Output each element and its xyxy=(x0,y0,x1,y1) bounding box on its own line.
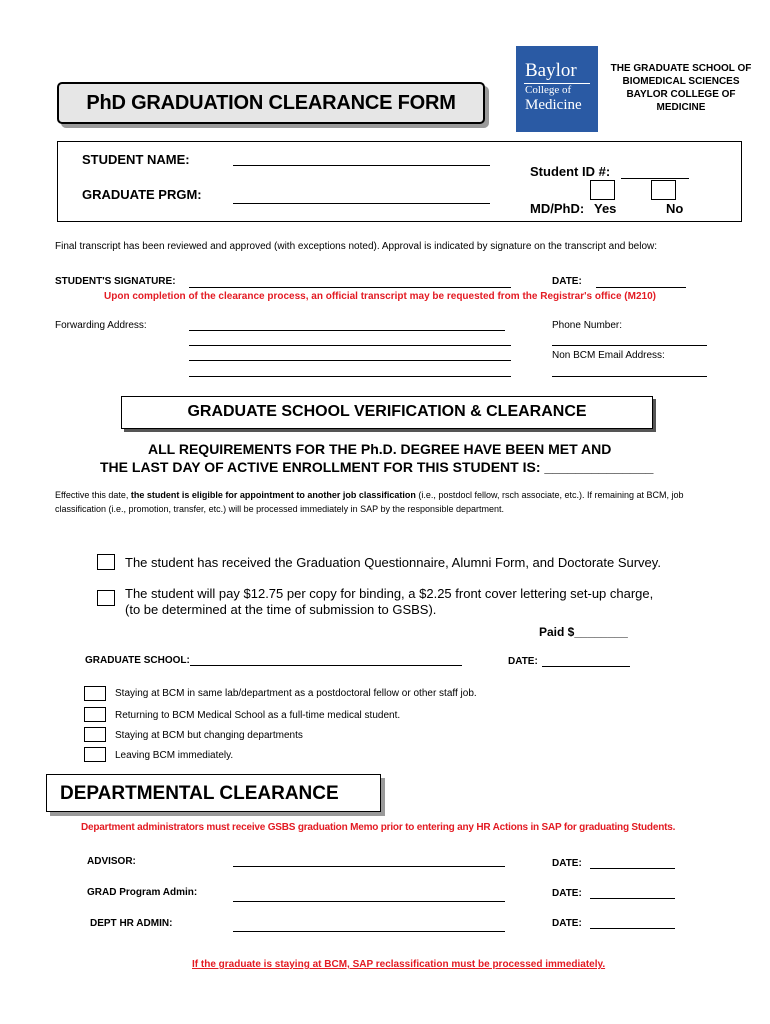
signature-date-label: DATE: xyxy=(552,276,582,287)
address-line-2[interactable] xyxy=(189,345,511,346)
mdphd-yes-label: Yes xyxy=(594,201,617,216)
graduate-school-date-label: DATE: xyxy=(508,656,538,667)
departmental-heading: DEPARTMENTAL CLEARANCE xyxy=(60,783,339,804)
effective-bold: the student is eligible for appointment to another job classification xyxy=(130,490,416,500)
option-checkbox-leaving[interactable] xyxy=(84,747,106,762)
forwarding-address-label: Forwarding Address: xyxy=(55,320,147,331)
advisor-signature-field[interactable] xyxy=(233,866,505,867)
binding-fee-checkbox[interactable] xyxy=(97,590,115,606)
advisor-date-field[interactable] xyxy=(590,868,675,869)
graduate-school-label: GRADUATE SCHOOL: xyxy=(85,655,190,666)
verification-heading: GRADUATE SCHOOL VERIFICATION & CLEARANCE xyxy=(187,403,587,420)
option-checkbox-medical-school[interactable] xyxy=(84,707,106,722)
school-line: MEDICINE xyxy=(656,102,706,113)
effective-post: (i.e., postdocl fellow, rsch associate, etc.). If remaining at BCM, job xyxy=(415,490,684,500)
student-id-field[interactable] xyxy=(621,178,689,179)
hr-admin-date-label: DATE: xyxy=(552,918,582,929)
email-label: Non BCM Email Address: xyxy=(552,350,665,361)
departmental-heading-box xyxy=(46,774,381,812)
hr-admin-date-field[interactable] xyxy=(590,928,675,929)
graduate-program-label: GRADUATE PRGM: xyxy=(82,187,202,202)
student-name-field[interactable] xyxy=(233,165,490,166)
dept-hr-admin-label: DEPT HR ADMIN: xyxy=(90,918,173,929)
student-signature-field[interactable] xyxy=(189,287,511,288)
logo-line-1: Baylor xyxy=(525,60,577,81)
dept-hr-admin-field[interactable] xyxy=(233,931,505,932)
school-line: THE GRADUATE SCHOOL OF xyxy=(610,63,752,74)
logo-line-2: College of xyxy=(525,84,572,96)
requirements-line-1: ALL REQUIREMENTS FOR THE Ph.D. DEGREE HAVE BEEN MET AND xyxy=(148,441,612,457)
address-line-1[interactable] xyxy=(189,330,505,331)
option-leaving: Leaving BCM immediately. xyxy=(115,750,234,761)
grad-admin-date-field[interactable] xyxy=(590,898,675,899)
baylor-logo xyxy=(516,46,598,132)
memo-note: Department administrators must receive GSBS graduation Memo prior to entering any HR Actions in SAP for graduating Students. xyxy=(81,822,676,833)
graduate-school-signature-field[interactable] xyxy=(190,665,462,666)
questionnaire-text: The student has received the Graduation Questionnaire, Alumni Form, and Doctorate Survey. xyxy=(125,555,661,570)
phone-number-label: Phone Number: xyxy=(552,320,623,331)
mdphd-label: MD/PhD: xyxy=(530,201,585,216)
binding-fee-line-1: The student will pay $12.75 per copy for binding, a $2.25 front cover lettering set-up charge, xyxy=(125,586,654,601)
form-title: PhD GRADUATION CLEARANCE FORM xyxy=(86,92,456,114)
logo-line-3: Medicine xyxy=(525,97,582,113)
mdphd-no-label: No xyxy=(666,201,684,216)
footer-note: If the graduate is staying at BCM, SAP reclassification must be processed immediately. xyxy=(192,959,606,970)
effective-pre: Effective this date, xyxy=(55,490,131,500)
mdphd-yes-checkbox[interactable] xyxy=(590,180,615,200)
form-title-box xyxy=(57,82,485,124)
address-line-3[interactable] xyxy=(189,360,511,361)
registrar-note: Upon completion of the clearance process, an official transcript may be requested from the Registrar's office (M210) xyxy=(104,291,656,302)
transcript-note: Final transcript has been reviewed and approved (with exceptions noted). Approval is indicated by signature on the transcript and below: xyxy=(55,241,658,252)
requirements-line-2: THE LAST DAY OF ACTIVE ENROLLMENT FOR THIS STUDENT IS: ______________ xyxy=(100,459,654,475)
paid-amount: Paid $________ xyxy=(539,625,628,639)
advisor-date-label: DATE: xyxy=(552,858,582,869)
student-id-label: Student ID #: xyxy=(530,164,611,179)
student-name-label: STUDENT NAME: xyxy=(82,152,190,167)
option-checkbox-changing-departments[interactable] xyxy=(84,727,106,742)
school-name xyxy=(606,62,756,114)
effective-note-line-2: classification (i.e., promotion, transfer, etc.) will be processed immediately in SAP by the responsible department. xyxy=(55,504,505,514)
grad-program-admin-label: GRAD Program Admin: xyxy=(87,887,198,898)
phone-number-field[interactable] xyxy=(552,345,707,346)
signature-date-field[interactable] xyxy=(596,287,686,288)
grad-admin-date-label: DATE: xyxy=(552,888,582,899)
binding-fee-line-2: (to be determined at the time of submission to GSBS). xyxy=(125,602,437,617)
questionnaire-checkbox[interactable] xyxy=(97,554,115,570)
graduate-program-field[interactable] xyxy=(233,203,490,204)
address-line-4[interactable] xyxy=(189,376,511,377)
option-checkbox-same-lab[interactable] xyxy=(84,686,106,701)
email-field[interactable] xyxy=(552,376,707,377)
option-changing-departments: Staying at BCM but changing departments xyxy=(115,730,303,741)
mdphd-no-checkbox[interactable] xyxy=(651,180,676,200)
school-line: BAYLOR COLLEGE OF xyxy=(626,89,736,100)
option-same-lab: Staying at BCM in same lab/department as a postdoctoral fellow or other staff job. xyxy=(115,688,477,699)
school-line: BIOMEDICAL SCIENCES xyxy=(622,76,740,87)
option-medical-school: Returning to BCM Medical School as a full-time medical student. xyxy=(115,710,401,721)
advisor-label: ADVISOR: xyxy=(87,856,136,867)
effective-note-line-1 xyxy=(55,490,684,500)
student-signature-label: STUDENT'S SIGNATURE: xyxy=(55,276,176,287)
graduate-school-date-field[interactable] xyxy=(542,666,630,667)
grad-program-admin-field[interactable] xyxy=(233,901,505,902)
